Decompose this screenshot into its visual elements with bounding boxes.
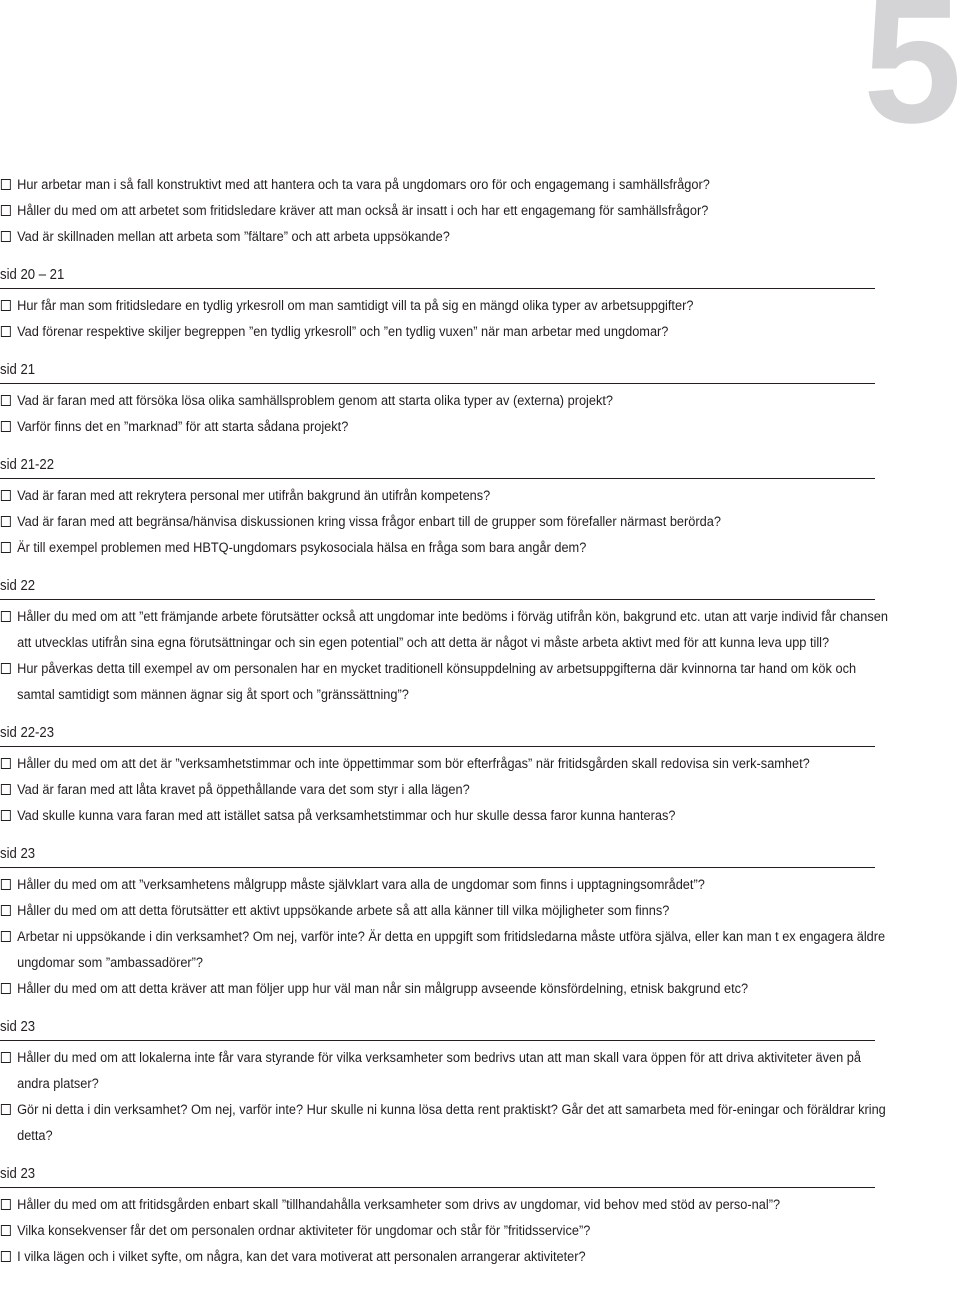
page-number: 5 [863, 0, 958, 160]
question-item [0, 1218, 891, 1244]
question-item [0, 1244, 891, 1270]
question-item [0, 1045, 891, 1097]
section-heading-text: sid 23 [0, 846, 36, 862]
question-item [0, 872, 891, 898]
question-text: Vad är skillnaden mellan att arbeta som ”fältare” och att arbeta uppsökande? [17, 229, 450, 245]
question-text: Håller du med om att ”verksamhetens målgrupp måste självklart vara alla de ungdomar som finns i upptagningsområdet”? [17, 877, 705, 893]
checkbox[interactable] [1, 758, 11, 769]
question-item [0, 777, 891, 803]
checkbox[interactable] [1, 490, 11, 501]
question-text: Vad förenar respektive skiljer begreppen ”en tydlig yrkesroll” och ”en tydlig vuxen” när man arbetar med ungdomar? [17, 324, 669, 340]
question-item [0, 898, 891, 924]
checkbox[interactable] [1, 421, 11, 432]
question-text: Arbetar ni uppsökande i din verksamhet? Om nej, varför inte? Är detta en uppgift som fritidsledarna måste utföra själva, eller kan man t ex engagera äldre ungdomar som ”ambassadörer”? [17, 929, 886, 971]
question-text: Håller du med om att fritidsgården enbart skall ”tillhandahålla verksamheter som drivs av ungdomar, vid behov med stöd av perso-nal”? [17, 1197, 781, 1213]
question-text: Håller du med om att detta förutsätter ett aktivt uppsökande arbete så att alla känner till vilka möjligheter som finns? [17, 903, 670, 919]
question-item [0, 414, 891, 440]
question-item [0, 1192, 891, 1218]
checkbox[interactable] [1, 1052, 11, 1063]
question-list [0, 172, 888, 1270]
question-text: Vad skulle kunna vara faran med att istället satsa på verksamhetstimmar och hur skulle dessa faror kunna hanteras? [17, 808, 676, 824]
checkbox[interactable] [1, 810, 11, 821]
checkbox[interactable] [1, 542, 11, 553]
question-text: Vilka konsekvenser får det om personalen ordnar aktiviteter för ungdomar och står för ”fritidsservice”? [17, 1223, 591, 1239]
question-item [0, 319, 891, 345]
question-item [0, 656, 891, 708]
question-text: Håller du med om att lokalerna inte får vara styrande för vilka verksamheter som bedrivs utan att man skall vara öppen för att driva aktiviteter även på andra platser? [17, 1050, 861, 1092]
checkbox[interactable] [1, 395, 11, 406]
question-item [0, 224, 891, 250]
section-heading-text: sid 21 [0, 362, 36, 378]
section-heading [0, 454, 875, 479]
question-text: I vilka lägen och i vilket syfte, om några, kan det vara motiverat att personalen arrangerar aktiviteter? [17, 1249, 586, 1265]
question-item [0, 924, 891, 976]
question-text: Vad är faran med att rekrytera personal mer utifrån bakgrund än utifrån kompetens? [17, 488, 491, 504]
section-heading [0, 1016, 875, 1041]
checkbox[interactable] [1, 611, 11, 622]
question-item [0, 751, 891, 777]
question-item [0, 172, 891, 198]
question-item [0, 198, 891, 224]
question-item [0, 293, 891, 319]
checkbox[interactable] [1, 983, 11, 994]
question-text: Vad är faran med att begränsa/hänvisa diskussionen kring vissa frågor enbart till de grupper som förefaller närmast berörda? [17, 514, 721, 530]
question-text: Håller du med om att detta kräver att man följer upp hur väl man når sin målgrupp avseende könsfördelning, etnisk bakgrund etc? [17, 981, 749, 997]
section-heading [0, 722, 875, 747]
section [0, 843, 886, 1002]
question-text: Är till exempel problemen med HBTQ-ungdomars psykosociala hälsa en fråga som bara angår dem? [17, 540, 587, 556]
section-heading [0, 843, 875, 868]
checkbox[interactable] [1, 205, 11, 216]
section-heading [0, 264, 875, 289]
question-item [0, 535, 891, 561]
question-text: Gör ni detta i din verksamhet? Om nej, varför inte? Hur skulle ni kunna lösa detta rent praktiskt? Går det att samarbeta med för-eningar och föräldrar kring detta? [17, 1102, 886, 1144]
question-item [0, 604, 891, 656]
question-item [0, 976, 891, 1002]
section-heading-text: sid 23 [0, 1019, 36, 1035]
question-text: Håller du med om att det är ”verksamhetstimmar och inte öppettimmar som bör efterfrågas” när fritidsgården skall redovisa sin verk-samhet? [17, 756, 810, 772]
question-item [0, 483, 891, 509]
question-item [0, 803, 891, 829]
section [0, 575, 888, 708]
section [0, 722, 875, 829]
checkbox[interactable] [1, 231, 11, 242]
question-text: Vad är faran med att låta kravet på öppethållande vara det som styr i alla lägen? [17, 782, 470, 798]
section-heading-text: sid 21-22 [0, 457, 55, 473]
section-heading-text: sid 20 – 21 [0, 267, 65, 283]
question-item [0, 388, 891, 414]
question-text: Håller du med om att arbetet som fritidsledare kräver att man också är insatt i och har ett engagemang för samhällsfrågor? [17, 203, 709, 219]
checkbox[interactable] [1, 1104, 11, 1115]
question-text: Varför finns det en ”marknad” för att starta sådana projekt? [17, 419, 349, 435]
checkbox[interactable] [1, 663, 11, 674]
checkbox[interactable] [1, 1225, 11, 1236]
checkbox[interactable] [1, 326, 11, 337]
section [0, 454, 875, 561]
question-text: Vad är faran med att försöka lösa olika samhällsproblem genom att starta olika typer av (externa) projekt? [17, 393, 614, 409]
checkbox[interactable] [1, 300, 11, 311]
checkbox[interactable] [1, 879, 11, 890]
section-heading [0, 359, 875, 384]
checkbox[interactable] [1, 931, 11, 942]
question-text: Hur påverkas detta till exempel av om personalen har en mycket traditionell könsuppdelning av arbetsuppgifterna där kvinnorna tar hand om kök och samtal samtidigt som männen ägnar sig åt sport och ”gränssättning”? [17, 661, 857, 703]
question-item [0, 509, 891, 535]
section-heading-text: sid 22 [0, 578, 36, 594]
section [0, 359, 875, 440]
section-heading [0, 575, 875, 600]
section-heading-text: sid 22-23 [0, 725, 55, 741]
checkbox[interactable] [1, 1251, 11, 1262]
section [0, 264, 875, 345]
section [0, 1016, 886, 1149]
question-text: Håller du med om att ”ett främjande arbete förutsätter också att ungdomar inte bedöms i förväg utifrån kön, bakgrund etc. utan att varje individ får chansen att utvecklas utifrån sina egna förutsättningar och sin egen potential” och att detta är något vi måste arbeta aktivt med för att kunna leva upp till? [17, 609, 888, 651]
checkbox[interactable] [1, 179, 11, 190]
question-text: Hur arbetar man i så fall konstruktivt med att hantera och ta vara på ungdomars oro för och engagemang i samhällsfrågor? [17, 177, 710, 193]
question-text: Hur får man som fritidsledare en tydlig yrkesroll om man samtidigt vill ta på sig en mängd olika typer av arbetsuppgifter? [17, 298, 694, 314]
section-heading [0, 1163, 875, 1188]
checkbox[interactable] [1, 784, 11, 795]
section [0, 1163, 875, 1270]
question-item [0, 1097, 891, 1149]
checkbox[interactable] [1, 516, 11, 527]
checkbox[interactable] [1, 905, 11, 916]
section-heading-text: sid 23 [0, 1166, 36, 1182]
checkbox[interactable] [1, 1199, 11, 1210]
